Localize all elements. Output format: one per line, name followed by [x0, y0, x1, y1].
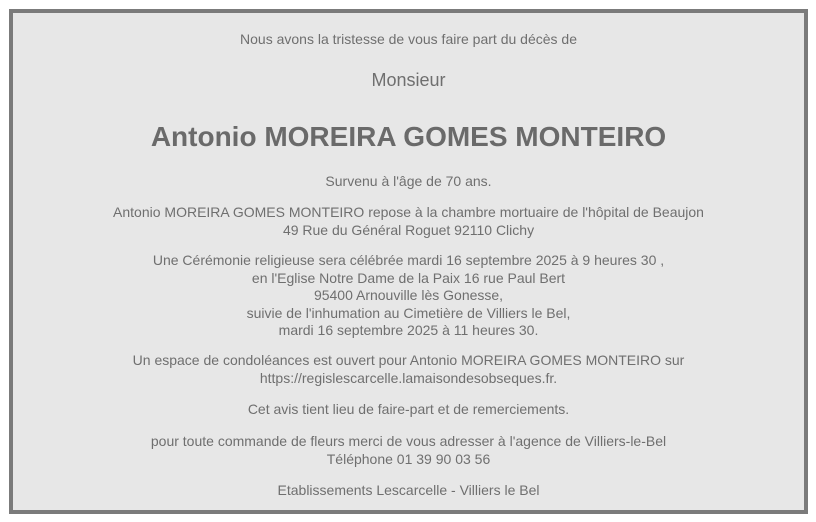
intro-text: Nous avons la tristesse de vous faire part du décès de — [240, 31, 577, 47]
ceremony-block — [13, 252, 804, 340]
civility: Monsieur — [371, 70, 446, 90]
condolence-block — [13, 352, 804, 387]
flowers-block — [13, 433, 804, 468]
burial-line: suivie de l'inhumation au Cimetière de Villiers le Bel, — [246, 304, 571, 321]
obituary-notice — [9, 9, 808, 514]
condolence-url: https://regislescarcelle.lamaisondesobseques.fr. — [259, 369, 558, 386]
ceremony-city: 95400 Arnouville lès Gonesse, — [313, 287, 504, 303]
phone-line: Téléphone 01 39 90 03 56 — [326, 450, 491, 467]
condolence-line: Un espace de condoléances est ouvert pour Antonio MOREIRA GOMES MONTEIRO sur — [132, 352, 685, 368]
age-line: Survenu à l'âge de 70 ans. — [325, 173, 492, 189]
ceremony-church: en l'Eglise Notre Dame de la Paix 16 rue Paul Bert — [251, 269, 566, 286]
resting-place-block — [13, 204, 804, 239]
deceased-name: Antonio MOREIRA GOMES MONTEIRO — [150, 121, 667, 152]
company-name: Etablissements Lescarcelle - Villiers le Bel — [277, 482, 540, 498]
resting-place-address: 49 Rue du Général Roguet 92110 Clichy — [282, 221, 535, 238]
burial-date: mardi 16 septembre 2025 à 11 heures 30. — [278, 322, 539, 338]
ceremony-line: Une Cérémonie religieuse sera célébrée mardi 16 septembre 2025 à 9 heures 30 , — [152, 252, 665, 268]
resting-place-line: Antonio MOREIRA GOMES MONTEIRO repose à la chambre mortuaire de l'hôpital de Beaujon — [113, 204, 704, 220]
thanks-text: Cet avis tient lieu de faire-part et de remerciements. — [247, 401, 570, 417]
flowers-line: pour toute commande de fleurs merci de vous adresser à l'agence de Villiers-le-Bel — [150, 433, 667, 449]
